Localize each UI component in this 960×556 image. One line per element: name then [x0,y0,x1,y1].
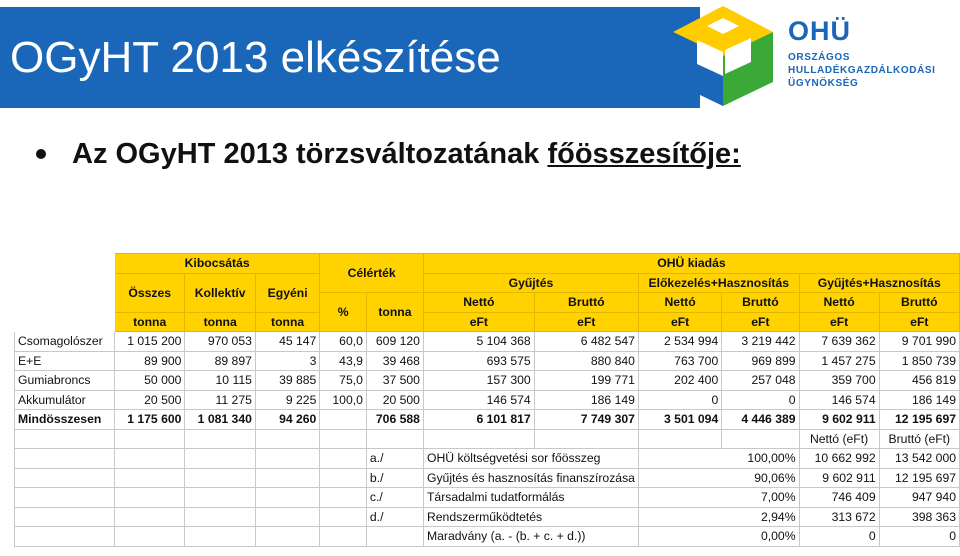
summary-spreadsheet [14,253,960,547]
cell-eh_b: 969 899 [722,351,799,371]
group-header-row [15,254,960,274]
cell-gh_b: 1 850 739 [879,351,959,371]
cell-gy_n: 693 575 [423,351,534,371]
cell-gy_b: 186 149 [534,390,638,410]
cell-gy_n: 5 104 368 [423,332,534,352]
summary-code [366,527,423,547]
cell-eh_b: 3 219 442 [722,332,799,352]
cell-gh_b: 9 701 990 [879,332,959,352]
total-gh_b: 12 195 697 [879,410,959,430]
cell-pct: 60,0 [320,332,367,352]
total-gh_n: 9 602 911 [799,410,879,430]
summary-netto: 9 602 911 [799,468,879,488]
blank-cell [255,468,319,488]
unit-tonna: tonna [185,312,255,332]
blank-cell [114,527,184,547]
blank-cell [534,429,638,449]
header-elokezeles: Előkezelés+Hasznosítás [638,273,799,293]
summary-netto: 313 672 [799,507,879,527]
blank-cell [185,527,255,547]
blank-cell [423,429,534,449]
summary-code: a./ [366,449,423,469]
summary-row [15,468,960,488]
summary-brutto: 12 195 697 [879,468,959,488]
cell-egyeni: 3 [255,351,319,371]
blank-cell [722,429,799,449]
cell-osszes: 1 015 200 [114,332,184,352]
row-label: Akkumulátor [15,390,115,410]
blank-cell [320,468,367,488]
cell-tonna: 609 120 [366,332,423,352]
blank-cell [114,468,184,488]
summary-netto: 10 662 992 [799,449,879,469]
summary-netto: 746 409 [799,488,879,508]
blank-cell [638,429,721,449]
header-netto: Nettó [799,293,879,313]
summary-row [15,449,960,469]
header-kollektiv: Kollektív [185,273,255,312]
table-row [15,351,960,371]
logo-line-3: ÜGYNÖKSÉG [788,78,859,89]
unit-eft: eFt [879,312,959,332]
cell-eh_b: 0 [722,390,799,410]
total-label: Mindösszesen [15,410,115,430]
summary-brutto: 947 940 [879,488,959,508]
header-gyujtes-hasznositas: Gyűjtés+Hasznosítás [799,273,959,293]
cell-pct: 43,9 [320,351,367,371]
subtitle-link: főösszesítője: [547,138,741,170]
total-osszes: 1 175 600 [114,410,184,430]
cell-gh_b: 456 819 [879,371,959,391]
summary-percent: 0,00% [638,527,799,547]
cell-gy_b: 6 482 547 [534,332,638,352]
summary-label: Rendszerműködtetés [423,507,638,527]
header-netto: Nettó [423,293,534,313]
summary-header-brutto: Bruttó (eFt) [879,429,959,449]
cell-tonna: 20 500 [366,390,423,410]
cell-gy_b: 199 771 [534,371,638,391]
cell-osszes: 20 500 [114,390,184,410]
row-label: Gumiabroncs [15,371,115,391]
row-label: Csomagolószer [15,332,115,352]
ohu-logo-icon [667,2,779,110]
blank-cell [15,527,115,547]
blank-cell [255,507,319,527]
total-kollektiv: 1 081 340 [185,410,255,430]
cell-pct: 100,0 [320,390,367,410]
summary-code: c./ [366,488,423,508]
total-row [15,410,960,430]
blank-cell [320,449,367,469]
header-netto: Nettó [638,293,721,313]
blank-cell [114,488,184,508]
cell-tonna: 37 500 [366,371,423,391]
header-osszes: Összes [114,273,184,312]
summary-row [15,527,960,547]
blank-cell [114,507,184,527]
cell-gy_b: 880 840 [534,351,638,371]
unit-eft: eFt [799,312,879,332]
summary-label: OHÜ költségvetési sor főösszeg [423,449,638,469]
summary-label: Gyűjtés és hasznosítás finanszírozása [423,468,638,488]
unit-eft: eFt [423,312,534,332]
blank-cell [366,429,423,449]
blank-cell [15,449,115,469]
blank-cell [320,507,367,527]
blank-cell [185,488,255,508]
unit-eft: eFt [722,312,799,332]
blank-cell [255,429,319,449]
cell-gh_n: 146 574 [799,390,879,410]
blank-cell [255,527,319,547]
table-row [15,390,960,410]
header-egyeni: Egyéni [255,273,319,312]
unit-tonna: tonna [114,312,184,332]
total-tonna: 706 588 [366,410,423,430]
cell-gy_n: 146 574 [423,390,534,410]
header-ohu-kiadas: OHÜ kiadás [423,254,959,274]
header-celertek-tonna: tonna [366,293,423,332]
blank-cell [15,507,115,527]
summary-rows [15,429,960,546]
cell-egyeni: 39 885 [255,371,319,391]
slide-header [0,0,960,108]
cell-gy_n: 157 300 [423,371,534,391]
blank-cell [15,312,115,332]
cell-eh_n: 202 400 [638,371,721,391]
blank-cell [15,468,115,488]
logo-line-2: HULLADÉKGAZDÁLKODÁSI [788,65,936,76]
cell-kollektiv: 89 897 [185,351,255,371]
cell-osszes: 89 900 [114,351,184,371]
summary-percent: 100,00% [638,449,799,469]
sub-header-row [15,273,960,293]
summary-row [15,507,960,527]
blank-cell [114,449,184,469]
data-rows [15,332,960,430]
slide-title: OGyHT 2013 elkészítése [10,33,501,82]
subtitle-prefix: Az OGyHT 2013 törzsváltozatának [72,138,548,170]
cell-kollektiv: 10 115 [185,371,255,391]
blank-cell [255,449,319,469]
cell-tonna: 39 468 [366,351,423,371]
cell-pct: 75,0 [320,371,367,391]
blank-cell [185,507,255,527]
cell-gh_b: 186 149 [879,390,959,410]
unit-eft: eFt [534,312,638,332]
header-gyujtes: Gyűjtés [423,273,638,293]
total-gy_b: 7 749 307 [534,410,638,430]
summary-label: Társadalmi tudatformálás [423,488,638,508]
blank-cell [185,429,255,449]
logo-text [788,18,936,90]
cell-eh_n: 0 [638,390,721,410]
summary-percent: 7,00% [638,488,799,508]
blank-cell [320,429,367,449]
blank-cell [185,468,255,488]
total-eh_n: 3 501 094 [638,410,721,430]
summary-row [15,488,960,508]
cell-eh_b: 257 048 [722,371,799,391]
summary-netto: 0 [799,527,879,547]
table-row [15,371,960,391]
header-brutto: Bruttó [722,293,799,313]
cell-eh_n: 2 534 994 [638,332,721,352]
summary-percent: 2,94% [638,507,799,527]
cell-gh_n: 1 457 275 [799,351,879,371]
blank-cell [15,488,115,508]
summary-brutto: 0 [879,527,959,547]
cell-gh_n: 359 700 [799,371,879,391]
bullet-icon [36,149,46,159]
summary-brutto: 398 363 [879,507,959,527]
cell-eh_n: 763 700 [638,351,721,371]
total-pct [320,410,367,430]
row-label: E+E [15,351,115,371]
summary-header-netto: Nettó (eFt) [799,429,879,449]
table-row [15,332,960,352]
header-celertek: Célérték [320,254,424,293]
unit-eft: eFt [638,312,721,332]
total-egyeni: 94 260 [255,410,319,430]
blank-cell [185,449,255,469]
unit-row [15,312,960,332]
summary-code: b./ [366,468,423,488]
blank-cell [320,488,367,508]
cell-egyeni: 45 147 [255,332,319,352]
header-brutto: Bruttó [534,293,638,313]
summary-code: d./ [366,507,423,527]
blank-cell [15,429,115,449]
total-eh_b: 4 446 389 [722,410,799,430]
blank-cell [320,527,367,547]
logo-line-1: ORSZÁGOS [788,52,851,63]
cell-kollektiv: 11 275 [185,390,255,410]
cell-egyeni: 9 225 [255,390,319,410]
blank-cell [255,488,319,508]
summary-label: Maradvány (a. - (b. + c. + d.)) [423,527,638,547]
subtitle [72,139,741,171]
summary-percent: 90,06% [638,468,799,488]
summary-brutto: 13 542 000 [879,449,959,469]
title-band [0,7,700,108]
cell-osszes: 50 000 [114,371,184,391]
cell-kollektiv: 970 053 [185,332,255,352]
header-brutto: Bruttó [879,293,959,313]
cell-gh_n: 7 639 362 [799,332,879,352]
blank-corner [15,254,115,313]
unit-tonna: tonna [255,312,319,332]
summary-header-row [15,429,960,449]
logo-brand: OHÜ [788,16,851,46]
header-kibocsatas: Kibocsátás [114,254,319,274]
total-gy_n: 6 101 817 [423,410,534,430]
header-percent: % [320,293,367,332]
blank-cell [114,429,184,449]
